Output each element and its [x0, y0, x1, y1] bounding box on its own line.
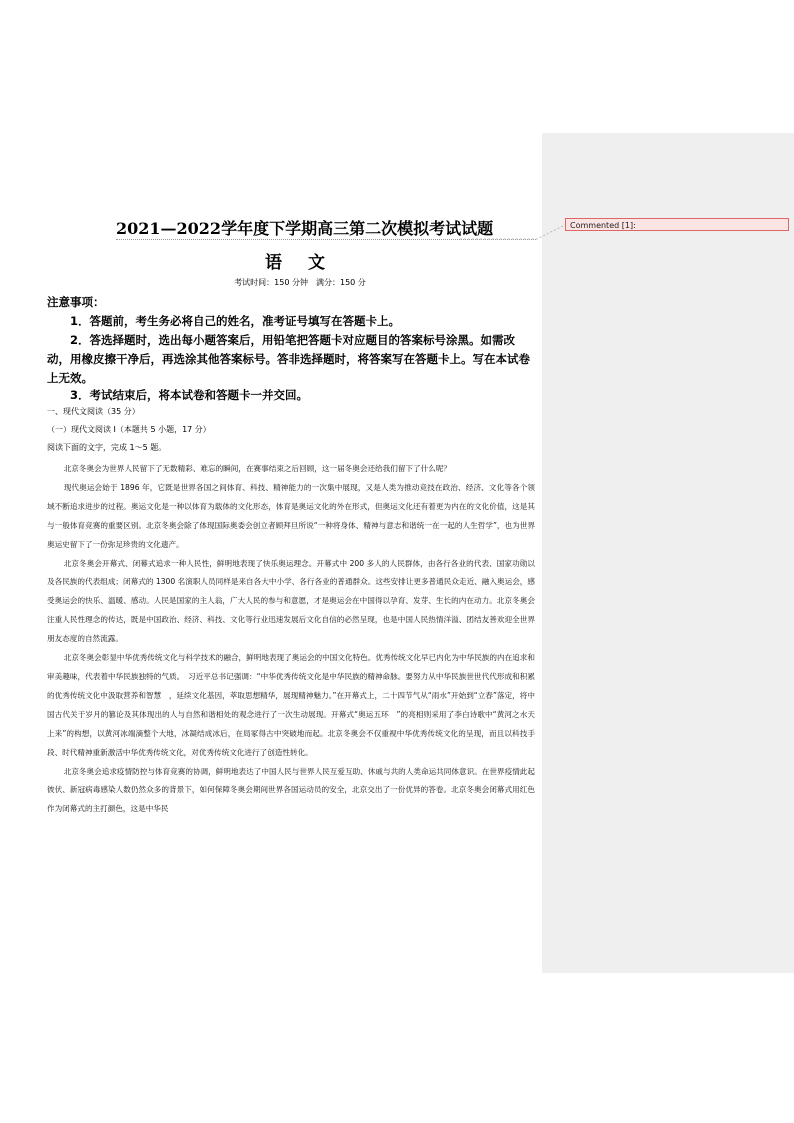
section-part1-sub: （一）现代文阅读 I（本题共 5 小题，17 分） — [47, 425, 211, 434]
notice-item-3: 3．考试结束后，将本试卷和答题卡一并交回。 — [70, 388, 308, 402]
exam-info: 考试时间：150 分钟 满分：150 分 — [234, 278, 366, 287]
section-instruction: 阅读下面的文字，完成 1～5 题。 — [47, 443, 167, 452]
notice-item-2: 2．答选择题时，选出每小题答案后，用铅笔把答题卡对应题目的答案标号涂黑。如需改动，用橡皮擦干净后，再选涂其他答案标号。答非选择题时，将答案写在答题卡上。写在本试卷上无效。 — [47, 333, 530, 385]
article-paragraph: 现代奥运会始于 1896 年，它既是世界各国之间体育、科技、精神能力的一次集中展现，又是人类为推动竞技在政治、经济、文化等各个领域不断追求进步的过程。奥运文化是一种以体育为载体的文化形态，体育是奥运文化的外在形式，但奥运文化还有着更为内在的文化价值，这是其与一般体育竞赛的重要区别。北京冬奥会除了体现国际奥委会创立者顾拜旦所说“一种将身体、精神与意志和谐统一在一起的人生哲学”，也为世界奥运史留下了一份弥足珍贵的文化遗产。 — [47, 482, 535, 549]
article-paragraph: 北京冬奥会追求疫情防控与体育竞赛的协调，鲜明地表达了中国人民与世界人民互爱互助、休戚与共的人类命运共同体意识。在世界疫情此起彼伏、新冠病毒感染人数仍然众多的背景下，如何保障冬奥会期间世界各国运动员的安全，北京交出了一份优异的答卷。北京冬奥会闭幕式用红色作为闭幕式的主打颜色，这是中华民 — [47, 766, 535, 814]
article-body — [47, 460, 535, 819]
subject-title: 语 文 — [265, 253, 335, 273]
exam-title[interactable]: 2021—2022学年度下学期高三第二次模拟考试试题 — [116, 219, 536, 240]
comment-balloon[interactable] — [565, 218, 789, 231]
section-part1: 一、现代文阅读（35 分） — [47, 407, 140, 416]
comment-label: Commented [1]: — [570, 221, 636, 230]
comment-pane — [542, 133, 794, 973]
article-paragraph: 北京冬奥会彰显中华优秀传统文化与科学技术的融合，鲜明地表现了奥运会的中国文化特色。优秀传统文化早已内化为中华民族的内在追求和审美趣味，代表着中华民族独特的气质。 习近平总书记强调：“中华优秀传统文化是中华民族的精神命脉。要努力从中华民族世世代代形成和积累的优秀传统文化中汲取营养和智慧 ，延续文化基因，萃取思想精华，展现精神魅力。”在开幕式上，二十四节气从“雨水”开始到“立春”落定，将中国古代关于岁月的篡论及其体现出的人与自然和谐相处的观念进行了一次生动展现。开幕式“奥运五环 ”的亮相则采用了李白诗歌中“黄河之水天上来”的构想，以黄河冰端滴整个大地，冰凝结成冰后，在局冢得古中突破地而起。北京冬奥会不仅重视中华优秀传统文化的呈现，而且以科技手段、时代精神重新激活中华优秀传统文化，对优秀传统文化进行了创造性转化。 — [47, 653, 535, 757]
article-paragraph: 北京冬奥会开幕式、闭幕式追求一种人民性，鲜明地表现了快乐奥运理念。开幕式中 200 多人的人民群体，由各行各业的代表、国家功勋以及各民族的代表组成；闭幕式的 1300 名演职人员同样是来自各大中小学、各行各业的普通群众。这些安排让更多普通民众走近、融入奥运会，感受奥运会的快乐、温暖、感动。人民是国家的主人翁，广大人民的参与和意愿，才是奥运会在中国得以孕育、发芽、生长的内在动力。北京冬奥会注重人民性理念的传达，既是中国政治、经济、科技、文化等行业迅速发展后文化自信的必然呈现，也是中国人民热情洋溢、团结友善欢迎全世界朋友态度的自然流露。 — [47, 558, 535, 644]
article-paragraph: 北京冬奥会为世界人民留下了无数精彩、难忘的瞬间，在赛事结束之后回顾，这一届冬奥会还给我们留下了什么呢？ — [63, 464, 451, 473]
notice-heading: 注意事项： — [47, 295, 105, 309]
notice-item-1: 1．答题前，考生务必将自己的姓名，准考证号填写在答题卡上。 — [70, 314, 400, 328]
